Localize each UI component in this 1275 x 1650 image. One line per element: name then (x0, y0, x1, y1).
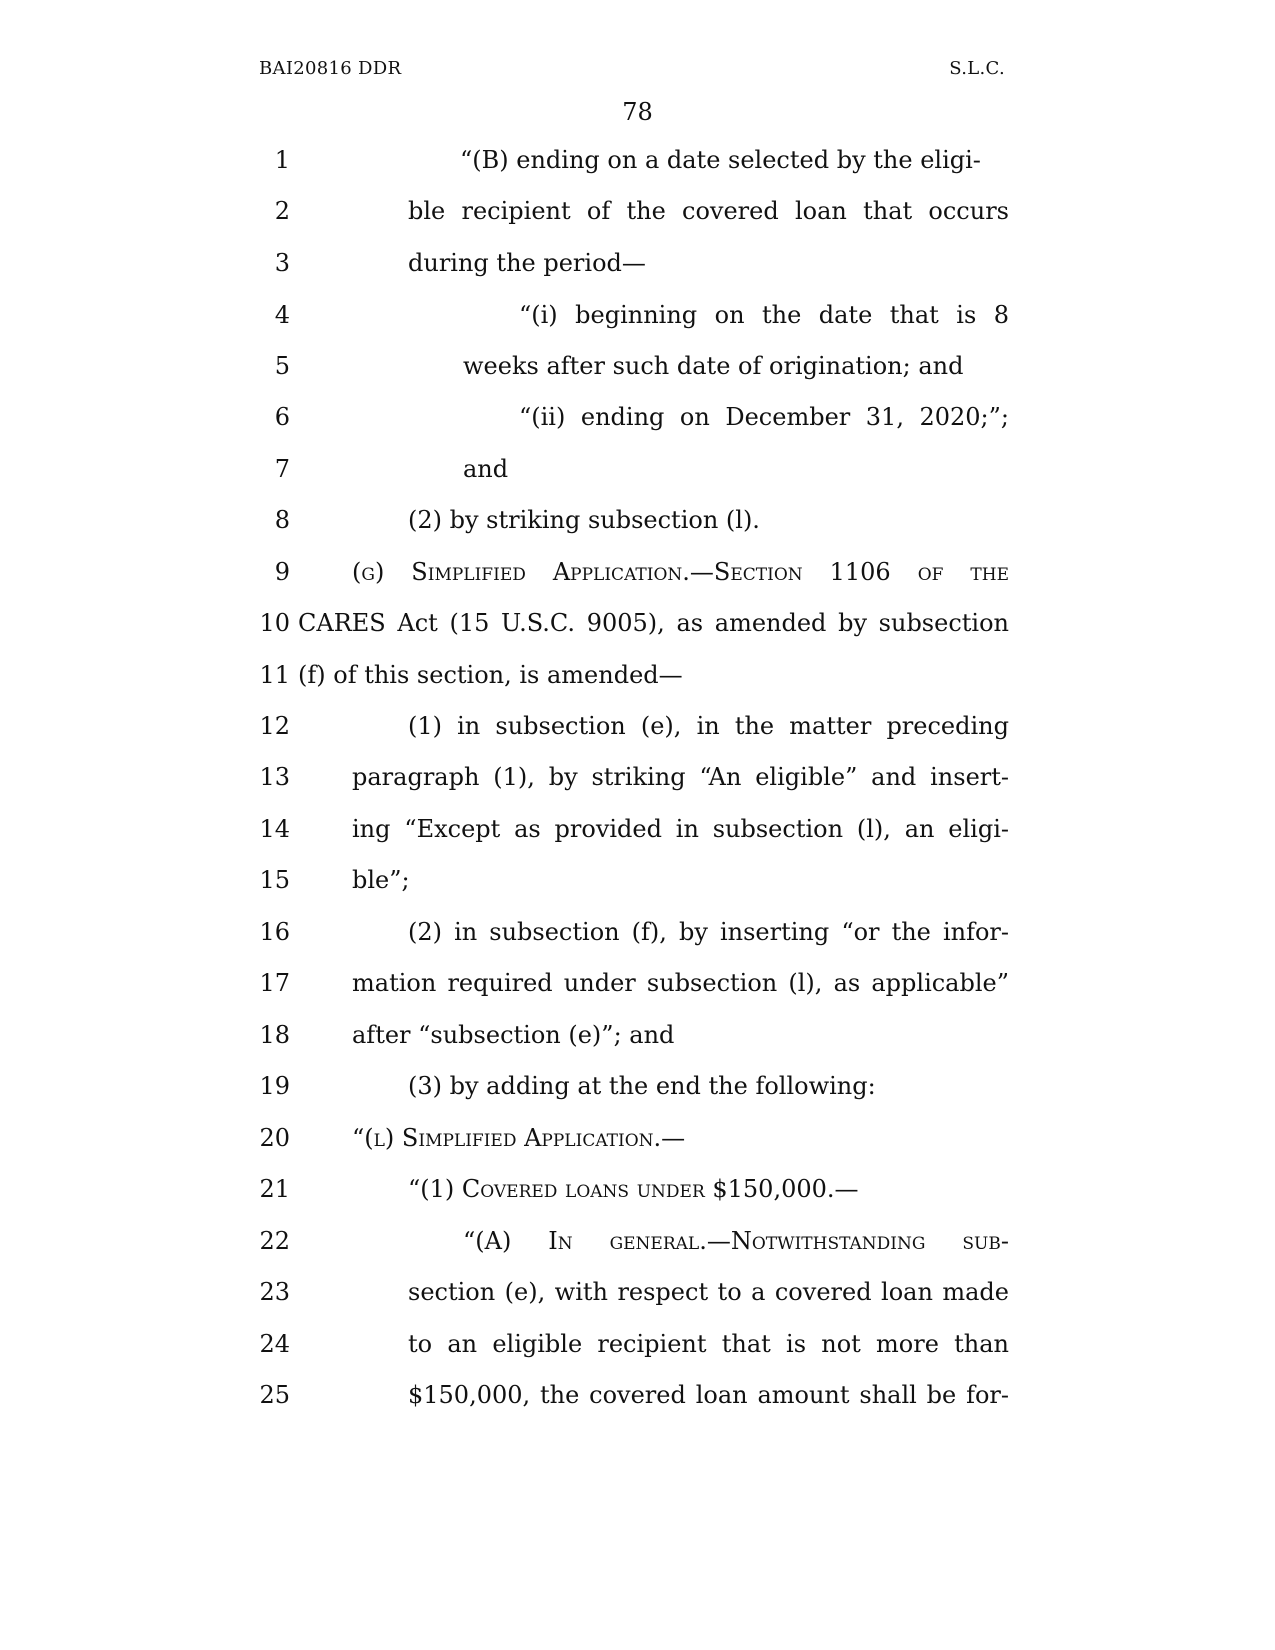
text-line (0, 655, 1275, 695)
line-text: paragraph (1), by striking “An eligible” and insert- (352, 763, 1009, 791)
text-line (0, 1375, 1275, 1415)
document-id: BAI20816 DDR (259, 58, 402, 79)
text-line (0, 1169, 1275, 1209)
line-number: 24 (259, 1330, 290, 1358)
text-line (0, 860, 1275, 900)
line-number: 9 (274, 558, 290, 586)
line-text: $150,000, the covered loan amount shall be for- (408, 1381, 1009, 1409)
line-text: “(i) beginning on the date that is 8 (519, 301, 1009, 329)
line-number: 12 (259, 712, 290, 740)
line-text: (f) of this section, is amended— (298, 661, 683, 689)
line-text: “(l) Simplified Application.— (352, 1124, 686, 1152)
line-number: 16 (259, 918, 290, 946)
text-line (0, 1118, 1275, 1158)
text-line (0, 1221, 1275, 1261)
line-text: “(B) ending on a date selected by the eligi- (460, 146, 981, 174)
line-number: 14 (259, 815, 290, 843)
line-number: 2 (274, 197, 290, 225)
text-line (0, 346, 1275, 386)
line-number: 4 (274, 301, 290, 329)
text-line (0, 191, 1275, 231)
line-number: 22 (259, 1227, 290, 1255)
text-line (0, 912, 1275, 952)
line-number: 19 (259, 1072, 290, 1100)
text-line (0, 295, 1275, 335)
line-text: (2) in subsection (f), by inserting “or the infor- (408, 918, 1009, 946)
page-number: 78 (622, 98, 653, 126)
text-line (0, 706, 1275, 746)
line-number: 5 (274, 352, 290, 380)
line-text: mation required under subsection (l), as applicable” (352, 969, 1009, 997)
line-text: “(1) Covered loans under $150,000.— (408, 1175, 859, 1203)
text-line (0, 1324, 1275, 1364)
text-line (0, 397, 1275, 437)
line-text: after “subsection (e)”; and (352, 1021, 675, 1049)
line-text: (2) by striking subsection (l). (408, 506, 760, 534)
line-text: “(ii) ending on December 31, 2020;”; (519, 403, 1009, 431)
document-code: S.L.C. (949, 58, 1005, 79)
line-number: 25 (259, 1381, 290, 1409)
line-number: 10 (259, 609, 290, 637)
line-text: ing “Except as provided in subsection (l), an eligi- (352, 815, 1009, 843)
line-text: weeks after such date of origination; and (463, 352, 964, 380)
line-text: section (e), with respect to a covered loan made (408, 1278, 1009, 1306)
text-line (0, 963, 1275, 1003)
line-number: 20 (259, 1124, 290, 1152)
line-text: (g) Simplified Application.—Section 1106 of the (352, 558, 1009, 586)
line-number: 13 (259, 763, 290, 791)
line-text: ble”; (352, 866, 410, 894)
line-number: 7 (274, 455, 290, 483)
line-number: 18 (259, 1021, 290, 1049)
line-number: 15 (259, 866, 290, 894)
line-text: ble recipient of the covered loan that occurs (408, 197, 1009, 225)
text-line (0, 500, 1275, 540)
line-text: and (463, 455, 509, 483)
line-number: 3 (274, 249, 290, 277)
line-number: 8 (274, 506, 290, 534)
text-line (0, 757, 1275, 797)
text-line (0, 1015, 1275, 1055)
line-number: 21 (259, 1175, 290, 1203)
text-line (0, 1272, 1275, 1312)
line-text: (3) by adding at the end the following: (408, 1072, 876, 1100)
text-line (0, 1066, 1275, 1106)
line-text: CARES Act (15 U.S.C. 9005), as amended by subsection (298, 609, 1009, 637)
line-text: to an eligible recipient that is not more than (408, 1330, 1009, 1358)
text-line (0, 603, 1275, 643)
text-line (0, 140, 1275, 180)
line-text: “(A) In general.—Notwithstanding sub- (463, 1227, 1009, 1255)
text-line (0, 243, 1275, 283)
text-line (0, 449, 1275, 489)
line-number: 6 (274, 403, 290, 431)
line-number: 1 (274, 146, 290, 174)
line-text: during the period— (408, 249, 646, 277)
line-number: 23 (259, 1278, 290, 1306)
text-line (0, 809, 1275, 849)
line-number: 11 (259, 661, 290, 689)
line-number: 17 (259, 969, 290, 997)
line-text: (1) in subsection (e), in the matter preceding (408, 712, 1009, 740)
text-line (0, 552, 1275, 592)
